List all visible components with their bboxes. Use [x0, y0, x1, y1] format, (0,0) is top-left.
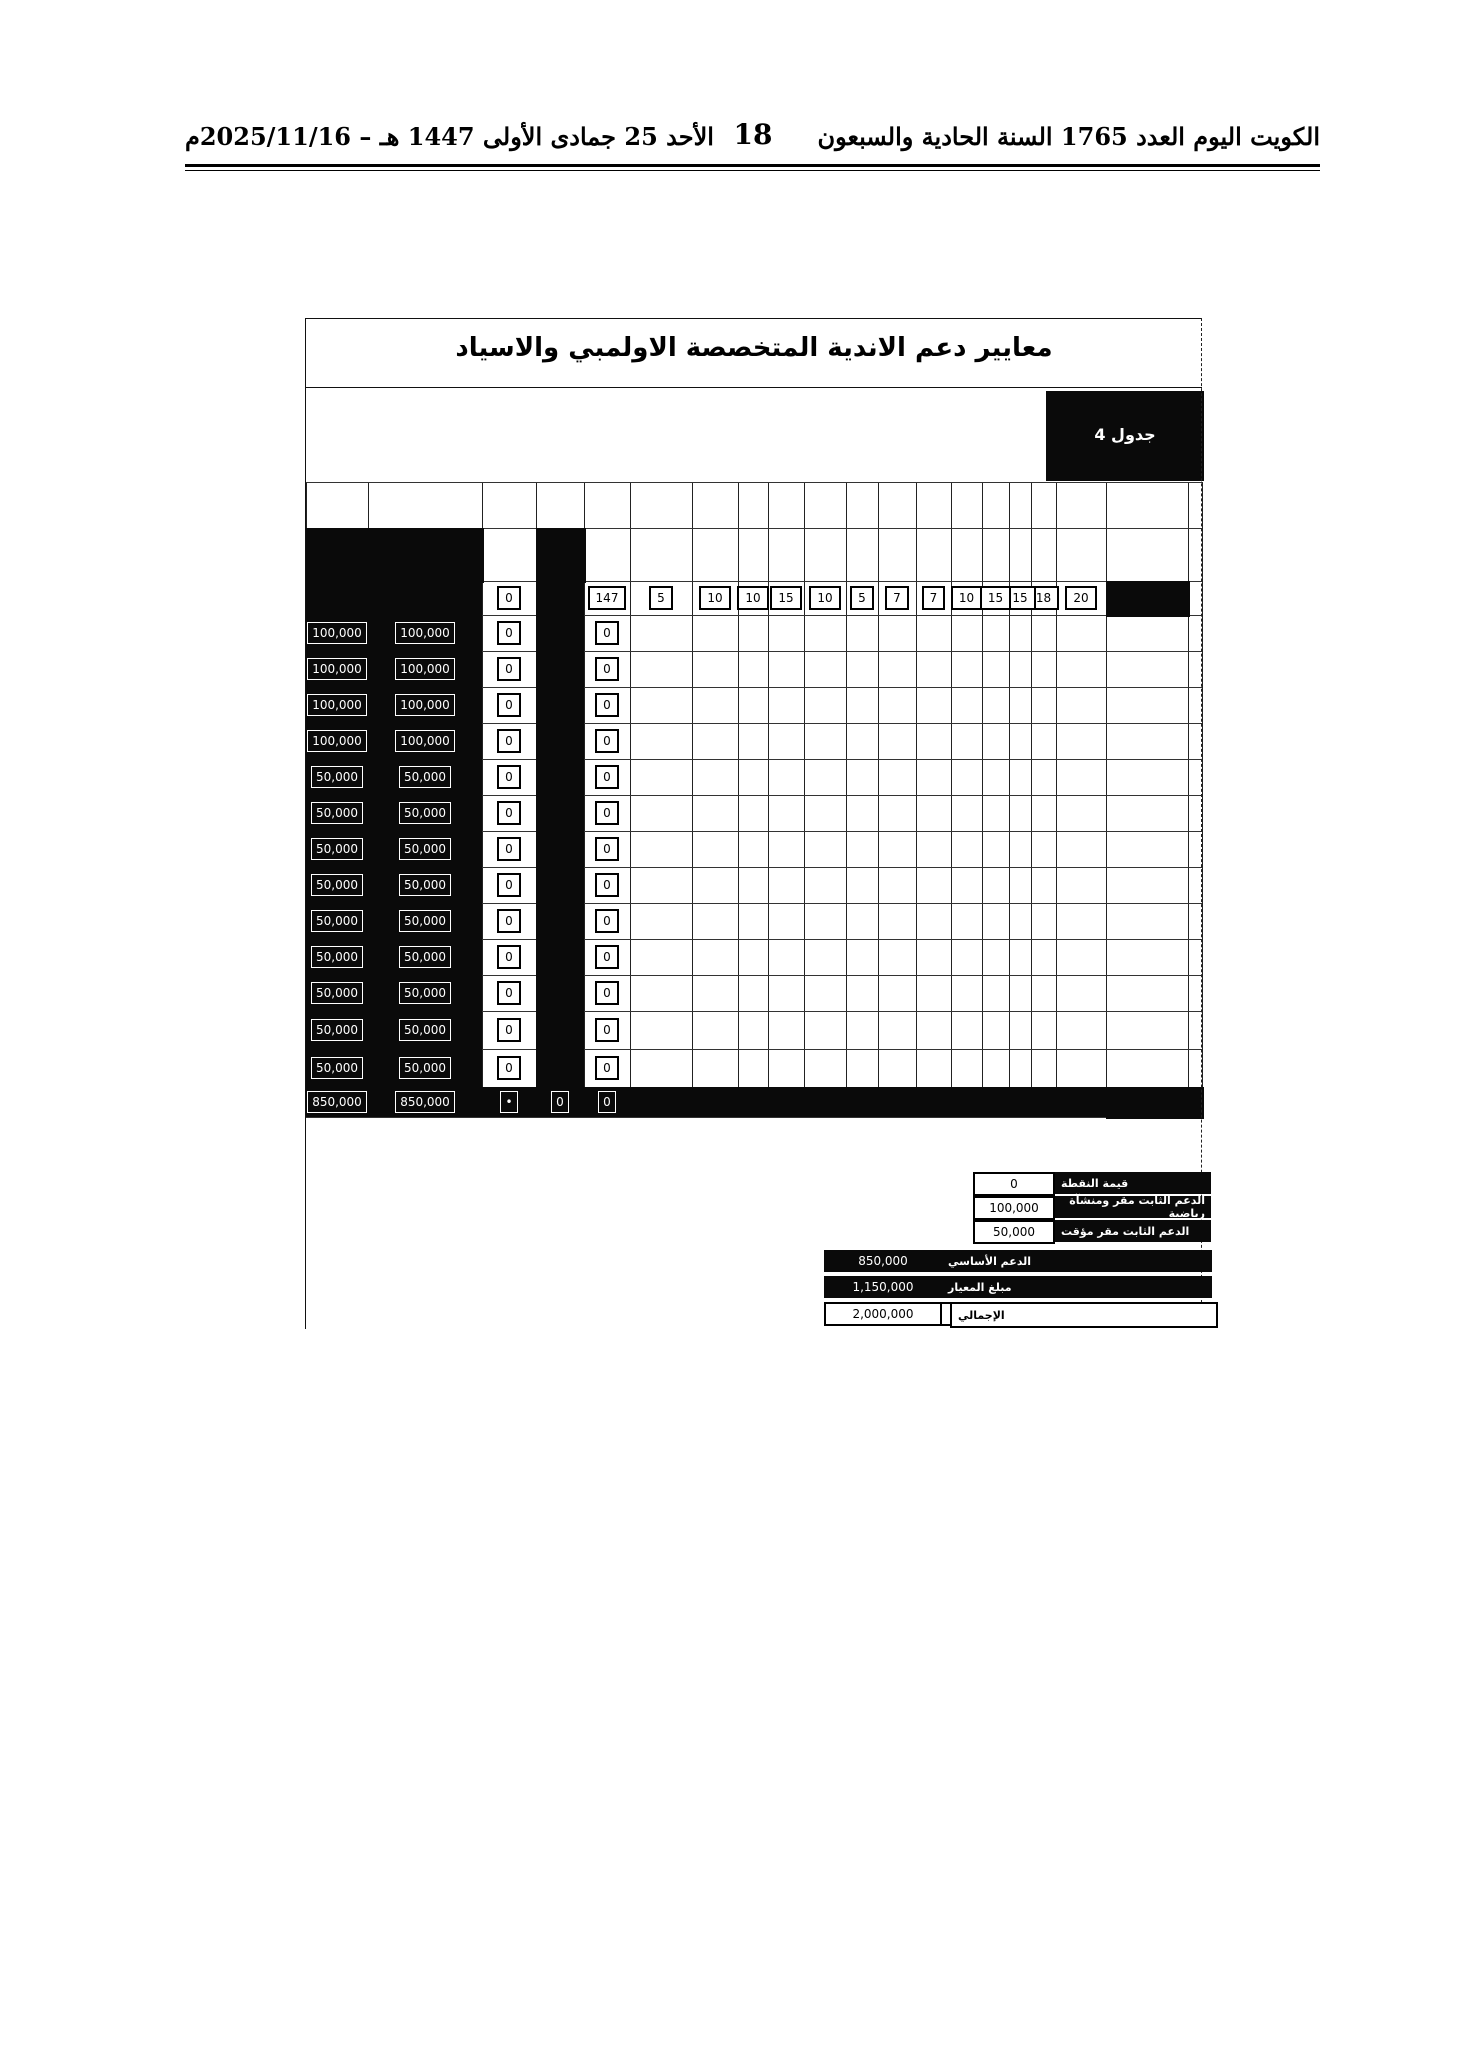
criterion-points-value: 5	[850, 586, 874, 610]
summary-grand-total	[824, 1302, 1218, 1328]
club-total-amount-value: 100,000	[307, 730, 367, 752]
club-total-points-value: 0	[595, 729, 619, 753]
club-basic-support	[368, 831, 482, 867]
club-point-value	[536, 759, 584, 795]
club-total-points	[584, 1049, 630, 1087]
club-total-points	[584, 903, 630, 939]
totals-points-value: 0	[598, 1091, 616, 1113]
club-special-amount-value: 0	[497, 909, 521, 933]
club-total-points-value: 0	[595, 1018, 619, 1042]
criterion-label	[804, 528, 848, 583]
club-basic-support-value: 100,000	[395, 658, 455, 680]
club-special-amount-value: 0	[497, 945, 521, 969]
club-name	[1106, 903, 1194, 939]
summary-criteria-amount-label: مبلغ المعيار	[942, 1276, 1212, 1298]
criterion-points-value: 15	[980, 586, 1011, 610]
club-total-points-value: 0	[595, 837, 619, 861]
summary-fixed-temp-label: الدعم الثابت مقر مؤقت	[1055, 1220, 1211, 1242]
club-basic-support-value: 50,000	[399, 910, 451, 932]
criterion-points-value: 15	[770, 586, 801, 610]
club-total-points	[584, 831, 630, 867]
totals-criterion	[692, 1087, 738, 1117]
club-total-amount-value: 50,000	[311, 874, 363, 896]
club-special-amount-value: 0	[497, 873, 521, 897]
club-total-points	[584, 939, 630, 975]
criterion-label	[846, 528, 880, 583]
club-name	[1106, 615, 1194, 651]
total-points-cell	[584, 581, 630, 615]
club-total-points	[584, 795, 630, 831]
criterion-label	[630, 528, 694, 583]
club-special-amount	[482, 939, 536, 975]
club-name	[1106, 651, 1194, 687]
club-total-points-value: 0	[595, 801, 619, 825]
club-basic-support-value: 100,000	[395, 694, 455, 716]
club-total-amount	[306, 651, 368, 687]
criterion-number	[804, 482, 846, 528]
club-total-amount	[306, 687, 368, 723]
club-special-amount	[482, 831, 536, 867]
summary-basic-label: الدعم الأساسي	[942, 1250, 1212, 1272]
club-total-amount-value: 100,000	[307, 622, 367, 644]
index-header	[1106, 482, 1188, 528]
totals-criterion	[916, 1087, 951, 1117]
criterion-number	[1056, 482, 1106, 528]
club-special-amount-value: 0	[497, 765, 521, 789]
club-total-points	[584, 975, 630, 1011]
club-total-amount	[306, 759, 368, 795]
criterion-number	[1031, 482, 1056, 528]
summary-fixed-temp-value: 50,000	[973, 1220, 1055, 1244]
club-total-points	[584, 759, 630, 795]
totals-points	[584, 1087, 630, 1117]
club-total-points	[584, 867, 630, 903]
club-basic-support	[368, 723, 482, 759]
club-basic-support-value: 50,000	[399, 874, 451, 896]
totals-criterion	[768, 1087, 804, 1117]
club-special-amount-value: 0	[497, 657, 521, 681]
summary-fixed-hq-value: 100,000	[973, 1196, 1055, 1220]
criterion-points	[804, 581, 846, 615]
totals-amount	[306, 1087, 368, 1117]
totals-basic	[368, 1087, 482, 1117]
club-basic-support-value: 50,000	[399, 802, 451, 824]
special-amount-header	[482, 528, 538, 583]
club-special-amount	[482, 1011, 536, 1049]
club-total-points-value: 0	[595, 765, 619, 789]
criterion-points	[1009, 581, 1031, 615]
club-total-amount-value: 100,000	[307, 694, 367, 716]
summary-criteria-amount	[824, 1276, 1212, 1298]
criterion-points-value: 10	[737, 586, 768, 610]
header-rule-thin	[185, 170, 1320, 171]
club-name	[1106, 795, 1194, 831]
criterion-label	[1056, 528, 1108, 583]
club-special-amount-value: 0	[497, 801, 521, 825]
club-point-value	[536, 831, 584, 867]
criterion-points	[1056, 581, 1106, 615]
club-name	[1106, 1011, 1194, 1049]
club-basic-support	[368, 939, 482, 975]
criterion-number	[692, 482, 738, 528]
club-total-points	[584, 1011, 630, 1049]
total-amount-header	[306, 528, 370, 583]
page-number: 18	[733, 118, 773, 151]
club-total-amount-value: 50,000	[311, 838, 363, 860]
criterion-points-value: 10	[951, 586, 982, 610]
club-total-points-value: 0	[595, 909, 619, 933]
club-basic-support	[368, 615, 482, 651]
totals-basic-value: 850,000	[395, 1091, 455, 1113]
totals-criterion	[1009, 1087, 1031, 1117]
club-basic-support-value: 100,000	[395, 730, 455, 752]
criterion-number	[846, 482, 878, 528]
criterion-points	[916, 581, 951, 615]
club-special-amount-value: 0	[497, 693, 521, 717]
total-points-header	[584, 528, 632, 583]
criterion-number	[630, 482, 692, 528]
summary-grand-total-label: الإجمالي	[950, 1302, 1218, 1328]
club-special-amount	[482, 651, 536, 687]
club-basic-support	[368, 1011, 482, 1049]
club-total-amount-value: 50,000	[311, 766, 363, 788]
criterion-points	[738, 581, 768, 615]
club-total-amount	[306, 1049, 368, 1087]
criterion-points-value: 10	[809, 586, 840, 610]
club-total-points	[584, 723, 630, 759]
club-total-amount-value: 100,000	[307, 658, 367, 680]
point-value-cell	[536, 581, 584, 615]
club-basic-support-value: 50,000	[399, 1019, 451, 1041]
club-total-amount-value: 50,000	[311, 1019, 363, 1041]
criterion-label	[1009, 528, 1033, 583]
criterion-number	[878, 482, 916, 528]
club-special-amount	[482, 615, 536, 651]
club-total-points-value: 0	[595, 621, 619, 645]
special-amount-cell-value: 0	[497, 586, 521, 610]
criterion-label	[982, 528, 1011, 583]
club-point-value	[536, 939, 584, 975]
club-point-value	[536, 795, 584, 831]
totals-criterion	[951, 1087, 982, 1117]
page-header	[185, 118, 1320, 164]
issue-date: الأحد 25 جمادى الأولى 1447 هـ – 2025/11/16م	[185, 122, 714, 151]
club-basic-support	[368, 795, 482, 831]
club-name	[1106, 831, 1194, 867]
club-total-points-value: 0	[595, 945, 619, 969]
summary-grand-total-value: 2,000,000	[824, 1302, 942, 1326]
club-basic-support-value: 100,000	[395, 622, 455, 644]
criterion-points	[768, 581, 804, 615]
totals-amount-value: 850,000	[307, 1091, 367, 1113]
club-total-amount	[306, 867, 368, 903]
club-point-value	[536, 903, 584, 939]
club-name	[1106, 939, 1194, 975]
club-basic-support	[368, 759, 482, 795]
club-point-value	[536, 723, 584, 759]
criterion-points	[846, 581, 878, 615]
club-point-value	[536, 975, 584, 1011]
totals-special	[482, 1087, 536, 1117]
club-total-amount	[306, 975, 368, 1011]
club-total-amount-value: 50,000	[311, 1057, 363, 1079]
club-total-points	[584, 687, 630, 723]
club-point-value	[536, 1049, 584, 1087]
criterion-points	[951, 581, 982, 615]
club-name	[1106, 759, 1194, 795]
club-special-amount	[482, 759, 536, 795]
club-basic-support-value: 50,000	[399, 982, 451, 1004]
club-total-amount-value: 50,000	[311, 946, 363, 968]
club-total-points	[584, 651, 630, 687]
summary-basic	[824, 1250, 1212, 1272]
club-total-amount	[306, 723, 368, 759]
club-special-amount-value: 0	[497, 621, 521, 645]
issue-info: الكويت اليوم العدد 1765 السنة الحادية والسبعون	[817, 122, 1320, 151]
club-basic-support	[368, 975, 482, 1011]
table-label: جدول 4	[1094, 425, 1156, 444]
criterion-label	[738, 528, 770, 583]
club-total-amount	[306, 1011, 368, 1049]
criterion-points-value: 5	[649, 586, 673, 610]
table-title: معايير دعم الاندية المتخصصة الاولمبي والاسياد	[455, 333, 1053, 363]
criterion-number	[951, 482, 982, 528]
club-name	[1106, 867, 1194, 903]
club-basic-support	[368, 903, 482, 939]
summary-point-value	[973, 1172, 1211, 1196]
totals-criterion	[846, 1087, 878, 1117]
criterion-label	[768, 528, 806, 583]
points-row-label	[1106, 581, 1190, 617]
club-special-amount	[482, 975, 536, 1011]
club-special-amount-value: 0	[497, 837, 521, 861]
totals-criterion	[630, 1087, 692, 1117]
totals-point-value	[536, 1087, 584, 1117]
criterion-points	[878, 581, 916, 615]
club-total-points-value: 0	[595, 981, 619, 1005]
club-total-amount	[306, 831, 368, 867]
club-name	[1106, 975, 1194, 1011]
summary-fixed-hq-label: الدعم الثابت مقر ومنشآة رياضية	[1055, 1196, 1211, 1218]
club-special-amount-value: 0	[497, 1056, 521, 1080]
criterion-points	[630, 581, 692, 615]
club-basic-support	[368, 1049, 482, 1087]
club-point-value	[536, 687, 584, 723]
club-col-header	[1106, 528, 1190, 583]
club-name	[1106, 687, 1194, 723]
club-special-amount	[482, 795, 536, 831]
club-special-amount	[482, 867, 536, 903]
club-total-amount	[306, 615, 368, 651]
criterion-label	[916, 528, 953, 583]
club-special-amount	[482, 1049, 536, 1087]
club-special-amount	[482, 687, 536, 723]
summary-fixed-temp	[973, 1220, 1211, 1244]
club-total-points-value: 0	[595, 693, 619, 717]
club-basic-support-value: 50,000	[399, 946, 451, 968]
club-point-value	[536, 867, 584, 903]
club-basic-support-value: 50,000	[399, 1057, 451, 1079]
club-total-points-value: 0	[595, 873, 619, 897]
club-special-amount-value: 0	[497, 1018, 521, 1042]
criterion-number	[738, 482, 768, 528]
summary-basic-value: 850,000	[824, 1250, 942, 1272]
totals-criterion	[1031, 1087, 1056, 1117]
club-total-points	[584, 615, 630, 651]
club-total-points-value: 0	[595, 1056, 619, 1080]
club-basic-support-value: 50,000	[399, 838, 451, 860]
criterion-points	[982, 581, 1009, 615]
totals-criterion	[738, 1087, 768, 1117]
criterion-points-value: 20	[1065, 586, 1096, 610]
totals-special-value: •	[500, 1091, 517, 1113]
club-point-value	[536, 615, 584, 651]
club-total-amount-value: 50,000	[311, 910, 363, 932]
basic-support-empty	[368, 581, 482, 615]
club-point-value	[536, 1011, 584, 1049]
grid-hline	[306, 1117, 1202, 1118]
criterion-points	[692, 581, 738, 615]
summary-point-value-label: قيمة النقطة	[1055, 1172, 1211, 1194]
summary-grand-total-gap	[942, 1302, 950, 1326]
club-special-amount	[482, 903, 536, 939]
club-name	[1106, 1049, 1194, 1087]
club-basic-support	[368, 687, 482, 723]
criterion-label	[951, 528, 984, 583]
criterion-label	[1031, 528, 1058, 583]
criterion-points-value: 7	[885, 586, 909, 610]
total-points-cell-value: 147	[588, 586, 627, 610]
summary-criteria-amount-value: 1,150,000	[824, 1276, 942, 1298]
club-total-amount-value: 50,000	[311, 802, 363, 824]
header-rule	[185, 164, 1320, 167]
criterion-points-value: 18	[1028, 586, 1059, 610]
club-basic-support-value: 50,000	[399, 766, 451, 788]
club-special-amount-value: 0	[497, 729, 521, 753]
club-basic-support	[368, 651, 482, 687]
criterion-number	[1009, 482, 1031, 528]
summary-fixed-hq	[973, 1196, 1211, 1220]
totals-criterion	[1056, 1087, 1106, 1117]
basic-support-header	[368, 528, 484, 583]
club-total-amount-value: 50,000	[311, 982, 363, 1004]
club-special-amount-value: 0	[497, 981, 521, 1005]
summary-point-value-number: 0	[973, 1172, 1055, 1196]
criterion-label	[878, 528, 918, 583]
criterion-number	[768, 482, 804, 528]
special-amount-cell	[482, 581, 536, 615]
point-value-header	[536, 528, 586, 583]
criterion-points-value: 15	[1004, 586, 1035, 610]
club-total-points-value: 0	[595, 657, 619, 681]
club-total-amount	[306, 903, 368, 939]
totals-label	[1106, 1087, 1204, 1119]
club-total-amount	[306, 795, 368, 831]
criterion-points-value: 7	[922, 586, 946, 610]
criterion-number	[982, 482, 1009, 528]
club-point-value	[536, 651, 584, 687]
club-special-amount	[482, 723, 536, 759]
club-basic-support	[368, 867, 482, 903]
criterion-number	[916, 482, 951, 528]
club-name	[1106, 723, 1194, 759]
totals-point-value-value: 0	[551, 1091, 569, 1113]
totals-criterion	[878, 1087, 916, 1117]
totals-criterion	[982, 1087, 1009, 1117]
total-amount-empty	[306, 581, 368, 615]
totals-criterion	[804, 1087, 846, 1117]
club-total-amount	[306, 939, 368, 975]
criterion-points-value: 10	[699, 586, 730, 610]
criterion-label	[692, 528, 740, 583]
